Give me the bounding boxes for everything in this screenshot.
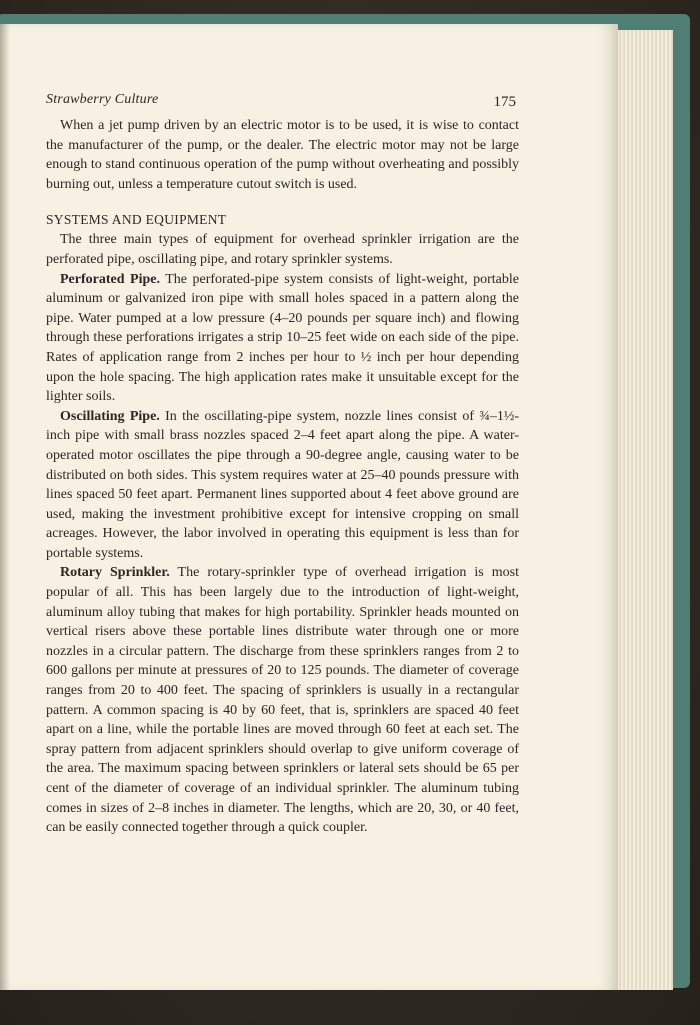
page-header xyxy=(46,92,516,112)
intro-paragraph: When a jet pump driven by an electric motor is to be used, it is wise to contact the manufacturer of the pump, or the dealer. The electric motor may not be large enough to stand continuous operation of the pump without overheating and possibly burning out, unless a temperature cutout switch is used. xyxy=(46,118,519,192)
oscillating-pipe-heading: Oscillating Pipe. xyxy=(60,408,160,424)
page-number: 175 xyxy=(493,94,516,110)
section-heading: SYSTEMS AND EQUIPMENT xyxy=(46,212,227,228)
perforated-pipe-text: The perforated-pipe system consists of light-weight, portable aluminum or galvanized iron pipe with small holes spaced in a pattern along the pipe. Water pumped at a low pressure (4–20 pounds per square inch) and flowing through these perforations irrigates a strip 10–25 feet wide on each side of the pipe. Rates of application range from 2 inches per hour to ½ inch per hour depending upon the hole spacing. The high application rates make it unsuitable except for the lighter soils. xyxy=(46,271,519,405)
oscillating-pipe-text: In the oscillating-pipe system, nozzle lines consist of ¾–1½-inch pipe with small brass nozzles spaced 2–4 feet apart along the pipe. A water-operated motor oscillates the pipe through a 90-degree angle, causing water to be distributed on both sides. This system requires water at 25–40 pounds pressure with lines spaced 50 feet apart. Permanent lines supported about 4 feet above ground are used, making the investment prohibitive except for intensive cropping on small acreages. However, the labor involved in operating this equipment is less than for portable systems. xyxy=(46,408,520,561)
rotary-sprinkler-paragraph xyxy=(46,563,519,837)
rotary-sprinkler-text: The rotary-sprinkler type of overhead irrigation is most popular of all. This has been largely due to the introduction of light-weight, aluminum alloy tubing that makes for high portability. Sprinkler heads mounted on vertical risers above these portable lines distribute water through one or more nozzles in a circular pattern. The discharge from these sprinklers ranges from 2 to 600 gallons per minute at pressures of 20 to 125 pounds. The diameter of coverage ranges from 20 to 400 feet. The spacing of sprinklers is usually in a rectangular pattern. A common spacing is 40 by 60 feet, that is, sprinklers are spaced 40 feet apart on a line, while the portable lines are moved through 60 feet at each set. The spray pattern from adjacent sprinklers should overlap to give uniform coverage of the area. The maximum spacing between sprinklers or lateral sets should be 65 per cent of the diameter of coverage of an individual sprinkler. The aluminum tubing comes in sizes of 2–8 inches in diameter. The lengths, which are 20, 30, or 40 feet, can be easily connected together through a quick coupler. xyxy=(46,565,519,836)
perforated-pipe-paragraph xyxy=(46,270,519,407)
section-intro-paragraph: The three main types of equipment for overhead sprinkler irrigation are the perforated pipe, oscillating pipe, and rotary sprinkler systems. xyxy=(46,232,519,267)
body-text xyxy=(46,116,519,838)
running-head: Strawberry Culture xyxy=(46,92,159,107)
oscillating-pipe-paragraph xyxy=(46,407,519,564)
rotary-sprinkler-heading: Rotary Sprinkler. xyxy=(60,565,170,581)
perforated-pipe-heading: Perforated Pipe. xyxy=(60,271,160,287)
spine-shadow xyxy=(0,24,10,990)
